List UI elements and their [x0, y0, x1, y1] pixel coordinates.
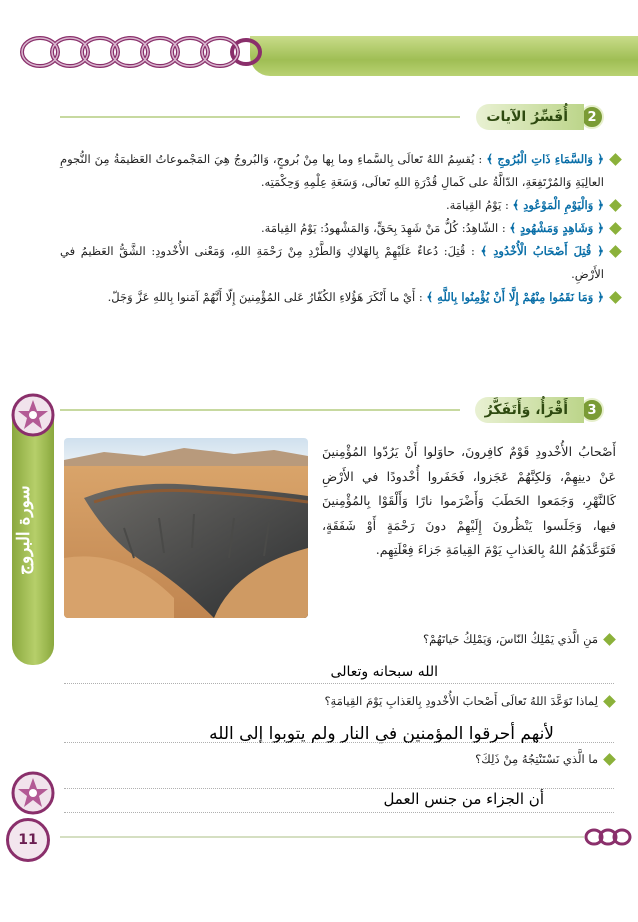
top-green-band	[250, 36, 638, 76]
canyon-photo	[64, 438, 308, 618]
diamond-bullet-icon	[609, 222, 622, 235]
section-title: أَقْرَأُ، وَأَتَفَكَّرُ	[475, 397, 584, 423]
answer-line	[64, 812, 614, 813]
section-header-explanation	[476, 103, 604, 131]
answer-field[interactable]: لأنهم أحرقوا المؤمنين في النار ولم يتوبوا إلى الله	[209, 724, 554, 744]
diamond-bullet-icon	[603, 633, 616, 646]
verse-term: ﴿ وَالسَّمَاءِ ذَاتِ الْبُرُوجِ ﴾	[486, 152, 604, 166]
verse-explanation: : الشّاهِدُ: كُلُّ مَنْ شَهِدَ بِحَقٍّ، وَالمَشْهودُ: يَوْمُ القِيامَة.	[261, 221, 506, 235]
answer-line	[64, 788, 614, 789]
footer-knot-ornament-icon	[584, 826, 632, 848]
surah-title: سورة البروج	[14, 485, 34, 575]
rosette-ornament-icon	[10, 392, 56, 438]
section-number-badge: 2	[580, 105, 604, 129]
explanation-item	[60, 286, 620, 309]
answer-line	[64, 683, 614, 684]
explanation-item	[60, 148, 620, 194]
rosette-ornament-icon	[10, 770, 56, 816]
diamond-bullet-icon	[609, 153, 622, 166]
answer-field[interactable]: أن الجزاء من جنس العمل	[383, 790, 544, 808]
question-item	[54, 752, 614, 766]
verse-term: ﴿ قُتِلَ أَصْحَابُ الْأُخْدُودِ ﴾	[480, 244, 604, 258]
answer-field[interactable]: الله سبحانه وتعالى	[330, 664, 438, 680]
verse-explanation: : قُتِلَ: دُعاءٌ عَلَيْهِمْ بِالهَلاكِ وَالطَّرْدِ مِنْ رَحْمَةِ اللهِ، وَمَعْنى الأُخْدودِ: الشَّقُّ العَظيمُ في الأَرْضِ.	[60, 244, 604, 281]
section-divider	[60, 409, 460, 411]
question-text: ما الَّذي نَسْتَنْتِجُهُ مِنْ ذَلِكَ؟	[475, 752, 598, 766]
section-divider	[60, 116, 460, 118]
page-number: 11	[6, 818, 50, 862]
diamond-bullet-icon	[609, 199, 622, 212]
question-item	[54, 694, 614, 708]
reading-paragraph: أَصْحابُ الأُخْدودِ قَوْمٌ كافِرونَ، حاوَلوا أَنْ يَرُدّوا المُؤْمِنينَ عَنْ دينِهِمْ، وَلكِنَّهُمْ عَجَزوا، فَحَفَروا أُخْدودًا في الأَرْضِ كَالنَّهْرِ، وَجَمَعوا الحَطَبَ وَأَضْرَموا نارًا وَأَلْقَوْا بِالمُؤْمِنينَ فيها، وَجَلَسوا يَنْظُرونَ إِلَيْهِمْ دونَ رَحْمَةٍ أَوْ شَفَقَةٍ، فَتَوَعَّدَهُمُ اللهُ بِالعَذابِ يَوْمَ القِيامَةِ جَزاءَ فِعْلَتِهِم.	[322, 444, 616, 557]
verse-explanation: : يُقسِمُ اللهُ تَعالَى بِالسَّماءِ وما بِها مِنْ بُروجٍ، وَالبُروجُ هِيَ المَجْموعاتُ العَظيمَةُ مِنَ النُّجومِ العالِيَةِ وَالمُرْتَفِعَةِ، الدّالَّةُ على كَمالِ قُدْرَةِ اللهِ تَعالَى، وَسَعَةِ عِلْمِهِ وَحِكْمَتِه.	[60, 152, 604, 189]
explanation-list	[60, 148, 620, 309]
section-header-read-reflect	[475, 396, 604, 424]
explanation-item	[60, 217, 620, 240]
verse-term: ﴿ وَالْيَوْمِ الْمَوْعُودِ ﴾	[512, 198, 604, 212]
top-knot-ornament-icon	[18, 30, 268, 74]
diamond-bullet-icon	[603, 753, 616, 766]
explanation-item	[60, 240, 620, 286]
question-item	[54, 632, 614, 646]
answer-line	[64, 742, 614, 743]
section-title: أُفَسِّرُ الآيات	[476, 104, 584, 130]
diamond-bullet-icon	[609, 291, 622, 304]
diamond-bullet-icon	[603, 695, 616, 708]
explanation-item	[60, 194, 620, 217]
question-text: مَنِ الَّذي يَمْلِكُ النّاسَ، وَيَمْلِكُ حَياتَهُمْ؟	[423, 632, 598, 646]
diamond-bullet-icon	[609, 245, 622, 258]
question-text: لِماذا تَوَعَّدَ اللهُ تَعالَى أَصْحابَ الأُخْدودِ بِالعَذابِ يَوْمَ القِيامَةِ؟	[324, 694, 598, 708]
section-number-badge: 3	[580, 398, 604, 422]
verse-term: ﴿ وَشَاهِدٍ وَمَشْهُودٍ ﴾	[509, 221, 604, 235]
verse-explanation: : أَيْ ما أَنْكَرَ هَؤُلاءِ الكُفّارُ عَلى المُؤْمِنينَ إِلّا أَنَّهُمْ آمَنوا بِاللهِ عَزَّ وَجَلّ.	[107, 290, 423, 304]
verse-explanation: : يَوْمُ القِيامَة.	[445, 198, 509, 212]
verse-term: ﴿ وَمَا نَقَمُوا مِنْهُمْ إِلَّا أَنْ يُؤْمِنُوا بِاللَّهِ ﴾	[426, 290, 604, 304]
footer-divider	[60, 836, 584, 838]
